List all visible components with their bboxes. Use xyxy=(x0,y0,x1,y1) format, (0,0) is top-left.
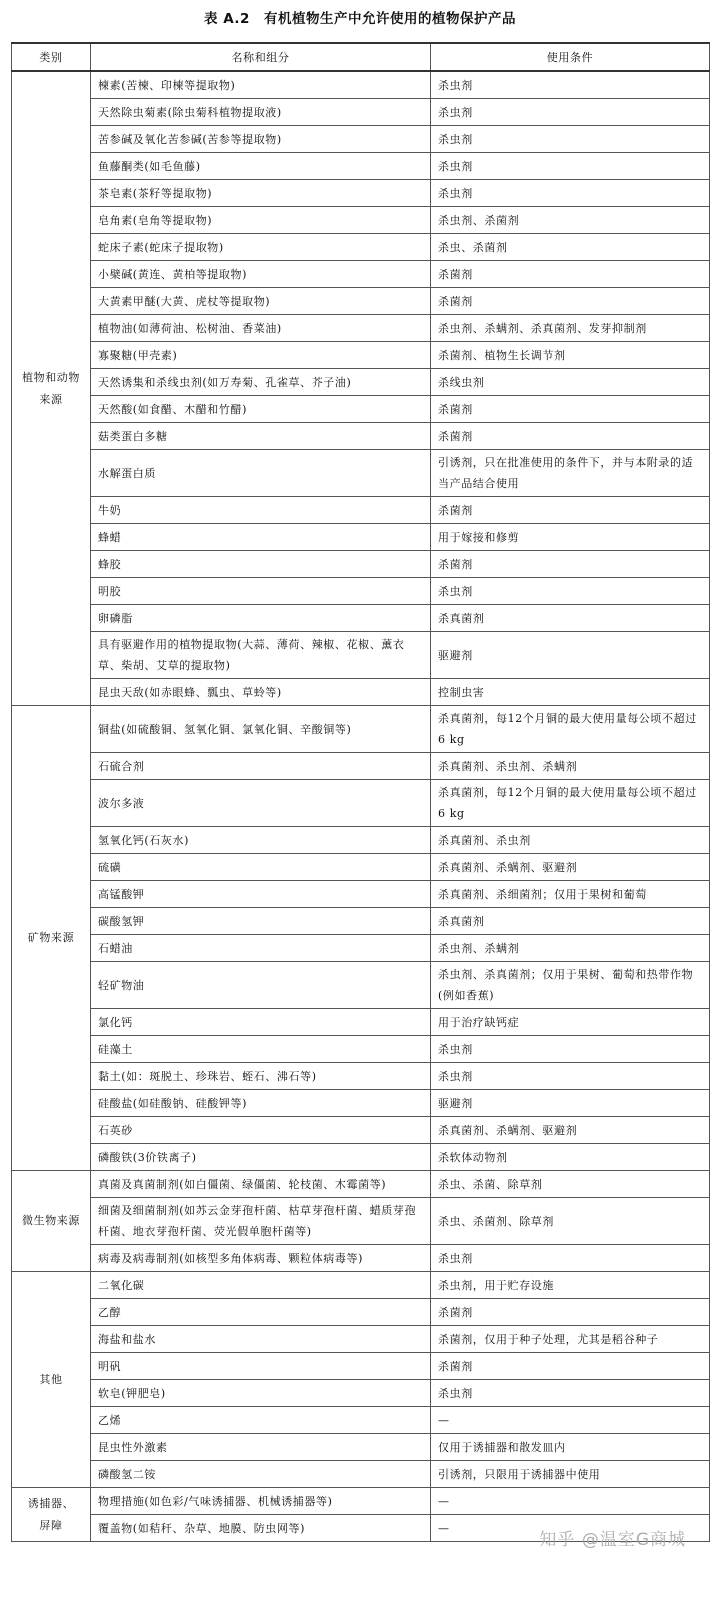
table-row xyxy=(12,1009,710,1036)
header-category: 类别 xyxy=(12,43,91,71)
table-row xyxy=(12,706,710,753)
header-row xyxy=(12,43,710,71)
table-row xyxy=(12,180,710,207)
table-row xyxy=(12,153,710,180)
condition-cell: 杀虫、杀菌剂 xyxy=(431,234,710,261)
condition-cell: 杀菌剂、植物生长调节剂 xyxy=(431,342,710,369)
table-row xyxy=(12,753,710,780)
condition-cell: 杀真菌剂、杀螨剂、驱避剂 xyxy=(431,1117,710,1144)
condition-cell: 杀菌剂，仅用于种子处理，尤其是稻谷种子 xyxy=(431,1326,710,1353)
name-cell: 碳酸氢钾 xyxy=(91,908,431,935)
name-cell: 软皂(钾肥皂) xyxy=(91,1380,431,1407)
name-cell: 覆盖物(如秸秆、杂草、地膜、防虫网等) xyxy=(91,1515,431,1542)
condition-cell: 杀虫剂、杀螨剂、杀真菌剂、发芽抑制剂 xyxy=(431,315,710,342)
name-cell: 硫磺 xyxy=(91,854,431,881)
condition-cell: 杀菌剂 xyxy=(431,1299,710,1326)
watermark: 知乎 @温室G商城 xyxy=(539,1530,686,1550)
name-cell: 病毒及病毒制剂(如核型多角体病毒、颗粒体病毒等) xyxy=(91,1245,431,1272)
table-row xyxy=(12,962,710,1009)
name-cell: 细菌及细菌制剂(如苏云金芽孢杆菌、枯草芽孢杆菌、蜡质芽孢杆菌、地衣芽孢杆菌、荧光假单胞杆菌等) xyxy=(91,1198,431,1245)
category-cell: 植物和动物 来源 xyxy=(12,71,91,706)
condition-cell: 杀虫、杀菌、除草剂 xyxy=(431,1171,710,1198)
name-cell: 蛇床子素(蛇床子提取物) xyxy=(91,234,431,261)
condition-cell: 杀菌剂 xyxy=(431,497,710,524)
name-cell: 轻矿物油 xyxy=(91,962,431,1009)
name-cell: 真菌及真菌制剂(如白僵菌、绿僵菌、轮枝菌、木霉菌等) xyxy=(91,1171,431,1198)
condition-cell: 杀虫、杀菌剂、除草剂 xyxy=(431,1198,710,1245)
table-row xyxy=(12,207,710,234)
table-row xyxy=(12,1353,710,1380)
header-condition: 使用条件 xyxy=(431,43,710,71)
table-row xyxy=(12,827,710,854)
name-cell: 氯化钙 xyxy=(91,1009,431,1036)
name-cell: 具有驱避作用的植物提取物(大蒜、薄荷、辣椒、花椒、薰衣草、柴胡、艾草的提取物) xyxy=(91,632,431,679)
table-row xyxy=(12,632,710,679)
name-cell: 波尔多液 xyxy=(91,780,431,827)
condition-cell: — xyxy=(431,1515,710,1542)
condition-cell: — xyxy=(431,1407,710,1434)
condition-cell: 杀虫剂 xyxy=(431,99,710,126)
protection-products-table xyxy=(11,42,710,1542)
name-cell: 石蜡油 xyxy=(91,935,431,962)
name-cell: 寡聚糖(甲壳素) xyxy=(91,342,431,369)
table-row xyxy=(12,423,710,450)
name-cell: 大黄素甲醚(大黄、虎杖等提取物) xyxy=(91,288,431,315)
condition-cell: 杀线虫剂 xyxy=(431,369,710,396)
name-cell: 乙醇 xyxy=(91,1299,431,1326)
table-row xyxy=(12,780,710,827)
condition-cell: 杀真菌剂，每12个月铜的最大使用量每公顷不超过6 kg xyxy=(431,706,710,753)
condition-cell: 驱避剂 xyxy=(431,632,710,679)
name-cell: 高锰酸钾 xyxy=(91,881,431,908)
name-cell: 天然诱集和杀线虫剂(如万寿菊、孔雀草、芥子油) xyxy=(91,369,431,396)
condition-cell: 杀虫剂 xyxy=(431,180,710,207)
condition-cell: 杀虫剂 xyxy=(431,153,710,180)
table-row xyxy=(12,1434,710,1461)
table-row xyxy=(12,288,710,315)
category-cell: 其他 xyxy=(12,1272,91,1488)
name-cell: 苦参碱及氧化苦参碱(苦参等提取物) xyxy=(91,126,431,153)
table-row xyxy=(12,1144,710,1171)
condition-cell: 杀虫剂、杀螨剂 xyxy=(431,935,710,962)
name-cell: 鱼藤酮类(如毛鱼藤) xyxy=(91,153,431,180)
table-row xyxy=(12,679,710,706)
condition-cell: 杀虫剂、杀真菌剂；仅用于果树、葡萄和热带作物(例如香蕉) xyxy=(431,962,710,1009)
table-row xyxy=(12,497,710,524)
table-row xyxy=(12,1299,710,1326)
table-row xyxy=(12,1461,710,1488)
condition-cell: 杀真菌剂、杀细菌剂；仅用于果树和葡萄 xyxy=(431,881,710,908)
name-cell: 铜盐(如硫酸铜、氢氧化铜、氯氧化铜、辛酸铜等) xyxy=(91,706,431,753)
category-cell: 矿物来源 xyxy=(12,706,91,1171)
condition-cell: — xyxy=(431,1488,710,1515)
condition-cell: 杀虫剂，用于贮存设施 xyxy=(431,1272,710,1299)
name-cell: 蜂胶 xyxy=(91,551,431,578)
condition-cell: 用于治疗缺钙症 xyxy=(431,1009,710,1036)
condition-cell: 杀虫剂 xyxy=(431,126,710,153)
table-row xyxy=(12,881,710,908)
name-cell: 蜂蜡 xyxy=(91,524,431,551)
name-cell: 楝素(苦楝、印楝等提取物) xyxy=(91,71,431,99)
name-cell: 黏土(如：斑脱土、珍珠岩、蛭石、沸石等) xyxy=(91,1063,431,1090)
name-cell: 植物油(如薄荷油、松树油、香菜油) xyxy=(91,315,431,342)
category-cell: 诱捕器、 屏障 xyxy=(12,1488,91,1542)
table-row xyxy=(12,1117,710,1144)
table-row xyxy=(12,1063,710,1090)
category-cell: 微生物来源 xyxy=(12,1171,91,1272)
condition-cell: 驱避剂 xyxy=(431,1090,710,1117)
name-cell: 二氧化碳 xyxy=(91,1272,431,1299)
name-cell: 菇类蛋白多糖 xyxy=(91,423,431,450)
name-cell: 天然酸(如食醋、木醋和竹醋) xyxy=(91,396,431,423)
condition-cell: 杀虫剂 xyxy=(431,1245,710,1272)
name-cell: 小檗碱(黄连、黄柏等提取物) xyxy=(91,261,431,288)
condition-cell: 杀真菌剂、杀虫剂、杀螨剂 xyxy=(431,753,710,780)
name-cell: 石硫合剂 xyxy=(91,753,431,780)
name-cell: 物理措施(如色彩/气味诱捕器、机械诱捕器等) xyxy=(91,1488,431,1515)
condition-cell: 杀虫剂 xyxy=(431,1063,710,1090)
table-title: 表 A.2 有机植物生产中允许使用的植物保护产品 xyxy=(204,11,516,27)
table-row xyxy=(12,71,710,99)
table-row xyxy=(12,1245,710,1272)
condition-cell: 杀真菌剂，每12个月铜的最大使用量每公顷不超过6 kg xyxy=(431,780,710,827)
condition-cell: 杀软体动物剂 xyxy=(431,1144,710,1171)
table-row xyxy=(12,1488,710,1515)
condition-cell: 杀真菌剂 xyxy=(431,605,710,632)
condition-cell: 杀菌剂 xyxy=(431,288,710,315)
name-cell: 牛奶 xyxy=(91,497,431,524)
condition-cell: 杀真菌剂 xyxy=(431,908,710,935)
name-cell: 磷酸铁(3价铁离子) xyxy=(91,1144,431,1171)
name-cell: 硅藻土 xyxy=(91,1036,431,1063)
table-row xyxy=(12,1090,710,1117)
table-row xyxy=(12,1326,710,1353)
condition-cell: 杀虫剂 xyxy=(431,1036,710,1063)
table-row xyxy=(12,126,710,153)
name-cell: 皂角素(皂角等提取物) xyxy=(91,207,431,234)
table-row xyxy=(12,1407,710,1434)
condition-cell: 杀菌剂 xyxy=(431,396,710,423)
table-row xyxy=(12,450,710,497)
table-row xyxy=(12,1171,710,1198)
table-row xyxy=(12,935,710,962)
table-row xyxy=(12,342,710,369)
table-row xyxy=(12,315,710,342)
condition-cell: 杀真菌剂、杀虫剂 xyxy=(431,827,710,854)
condition-cell: 引诱剂，只在批准使用的条件下，并与本附录的适当产品结合使用 xyxy=(431,450,710,497)
name-cell: 昆虫天敌(如赤眼蜂、瓢虫、草蛉等) xyxy=(91,679,431,706)
table-row xyxy=(12,524,710,551)
table-row xyxy=(12,1198,710,1245)
condition-cell: 杀虫剂 xyxy=(431,71,710,99)
name-cell: 磷酸氢二铵 xyxy=(91,1461,431,1488)
table-row xyxy=(12,369,710,396)
condition-cell: 用于嫁接和修剪 xyxy=(431,524,710,551)
table-row xyxy=(12,234,710,261)
name-cell: 硅酸盐(如硅酸钠、硅酸钾等) xyxy=(91,1090,431,1117)
table-row xyxy=(12,551,710,578)
name-cell: 茶皂素(茶籽等提取物) xyxy=(91,180,431,207)
table-row xyxy=(12,854,710,881)
name-cell: 明矾 xyxy=(91,1353,431,1380)
header-name: 名称和组分 xyxy=(91,43,431,71)
name-cell: 明胶 xyxy=(91,578,431,605)
table-row xyxy=(12,99,710,126)
condition-cell: 杀菌剂 xyxy=(431,261,710,288)
table-row xyxy=(12,1380,710,1407)
condition-cell: 杀虫剂 xyxy=(431,1380,710,1407)
condition-cell: 杀虫剂 xyxy=(431,578,710,605)
name-cell: 海盐和盐水 xyxy=(91,1326,431,1353)
table-row xyxy=(12,578,710,605)
condition-cell: 仅用于诱捕器和散发皿内 xyxy=(431,1434,710,1461)
name-cell: 卵磷脂 xyxy=(91,605,431,632)
name-cell: 乙烯 xyxy=(91,1407,431,1434)
table-row xyxy=(12,261,710,288)
table-row xyxy=(12,1272,710,1299)
condition-cell: 杀菌剂 xyxy=(431,1353,710,1380)
table-row xyxy=(12,396,710,423)
name-cell: 昆虫性外激素 xyxy=(91,1434,431,1461)
name-cell: 石英砂 xyxy=(91,1117,431,1144)
name-cell: 氢氧化钙(石灰水) xyxy=(91,827,431,854)
condition-cell: 控制虫害 xyxy=(431,679,710,706)
condition-cell: 杀菌剂 xyxy=(431,423,710,450)
name-cell: 天然除虫菊素(除虫菊科植物提取液) xyxy=(91,99,431,126)
table-row xyxy=(12,908,710,935)
name-cell: 水解蛋白质 xyxy=(91,450,431,497)
condition-cell: 杀真菌剂、杀螨剂、驱避剂 xyxy=(431,854,710,881)
condition-cell: 杀菌剂 xyxy=(431,551,710,578)
table-row xyxy=(12,1036,710,1063)
table-row xyxy=(12,605,710,632)
condition-cell: 杀虫剂、杀菌剂 xyxy=(431,207,710,234)
condition-cell: 引诱剂，只限用于诱捕器中使用 xyxy=(431,1461,710,1488)
